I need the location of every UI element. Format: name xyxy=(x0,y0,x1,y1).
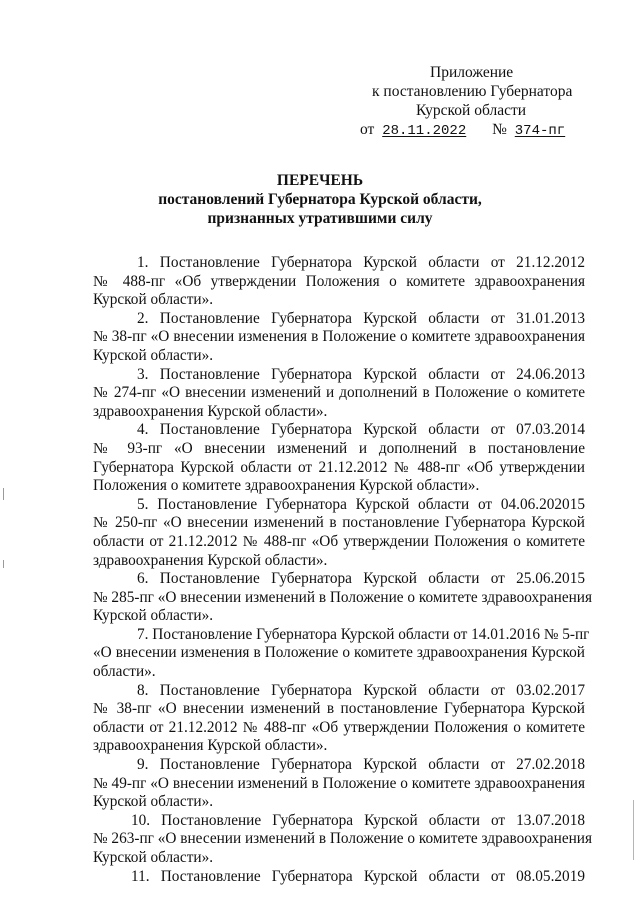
list-item-line: № 38-пг «О внесении изменений в постановление Губернатора Курской xyxy=(93,700,585,718)
appendix-block xyxy=(330,63,590,141)
list-item-line: 9. Постановление Губернатора Курской области от 27.02.2018 xyxy=(137,756,585,774)
list-item-line: № 93-пг «О внесении изменений и дополнений в постановление xyxy=(93,439,585,457)
list-item-line: № 49-пг «О внесении изменений в Положение о комитете здравоохранения xyxy=(93,774,585,792)
decree-date: 28.11.2022 xyxy=(382,123,467,139)
appendix-region: Курской области xyxy=(416,102,527,119)
list-item xyxy=(93,254,585,310)
list-item-line: 6. Постановление Губернатора Курской области от 25.06.2015 xyxy=(137,570,585,588)
list-item-line: Курской области». xyxy=(93,849,214,866)
list-item-line: области от 21.12.2012 № 488-пг «Об утверждении Положения о комитете xyxy=(93,532,585,550)
list-item-line: 11. Постановление Губернатора Курской области от 08.05.2019 xyxy=(131,867,585,885)
appendix-ref: к постановлению Губернатора xyxy=(372,83,573,100)
list-item xyxy=(93,366,585,422)
scan-edge-mark xyxy=(3,560,4,568)
decree-number: 374-пг xyxy=(514,123,566,139)
list-item xyxy=(93,310,585,366)
list-item-line: области от 21.12.2012 № 488-пг «Об утверждении Положения о комитете xyxy=(93,718,585,736)
list-item xyxy=(93,625,590,682)
list-item-line: Губернатора Курской области от 21.12.2012 № 488-пг «Об утверждении xyxy=(93,458,585,476)
list-item-line: «О внесении изменения в Положение о комитете здравоохранения Курской xyxy=(93,644,585,662)
list-item-line: 8. Постановление Губернатора Курской области от 03.02.2017 xyxy=(137,681,585,699)
list-item xyxy=(93,421,585,495)
scan-edge-mark xyxy=(633,800,634,860)
list-item-line: 10. Постановление Губернатора Курской области от 13.07.2018 xyxy=(131,811,585,829)
list-item xyxy=(93,756,585,812)
list-item-line: № 263-пг «О внесении изменений в Положение о комитете здравоохранения xyxy=(93,830,593,848)
heading-line-2: постановлений Губернатора Курской области, xyxy=(158,191,482,208)
decree-list xyxy=(93,254,593,886)
scan-edge-mark xyxy=(3,488,4,500)
list-item-line: здравоохранения Курской области». xyxy=(93,551,328,569)
list-item-line: № 38-пг «О внесении изменения в Положение о комитете здравоохранения xyxy=(93,328,585,346)
list-item-line: № 488-пг «Об утверждении Положения о комитете здравоохранения xyxy=(93,272,585,290)
list-item-line: здравоохранения Курской области». xyxy=(93,402,328,420)
list-item-line: здравоохранения Курской области». xyxy=(93,737,328,755)
list-item xyxy=(93,682,585,756)
list-item-line: Курской области». xyxy=(93,291,214,309)
from-label: от xyxy=(360,121,375,138)
appendix-title: Приложение xyxy=(430,64,514,81)
heading-line-3: признанных утратившими силу xyxy=(207,210,433,227)
list-item xyxy=(93,868,585,887)
list-item-line: 3. Постановление Губернатора Курской области от 24.06.2013 xyxy=(137,365,585,383)
list-item-line: № 274-пг «О внесении изменений и дополнений в Положение о комитете xyxy=(93,384,585,402)
list-item-line: 2. Постановление Губернатора Курской области от 31.01.2013 xyxy=(137,309,585,327)
list-item-line: Положения о комитете здравоохранения Курской области». xyxy=(93,477,480,495)
list-item-line: 4. Постановление Губернатора Курской области от 07.03.2014 xyxy=(137,421,585,439)
number-label: № xyxy=(492,121,507,138)
list-item-line: 1. Постановление Губернатора Курской области от 21.12.2012 xyxy=(137,254,585,271)
list-item xyxy=(93,496,585,570)
list-item-line: № 250-пг «О внесении изменений в постановление Губернатора Курской xyxy=(93,514,585,532)
list-item-line: № 285-пг «О внесении изменений в Положение о комитете здравоохранения xyxy=(93,588,593,606)
list-item-line: Курской области». xyxy=(93,607,214,625)
heading-title: ПЕРЕЧЕНЬ xyxy=(276,172,364,189)
document-heading xyxy=(0,171,640,228)
list-item-line: области». xyxy=(93,663,156,681)
list-item-line: 5. Постановление Губернатора Курской области от 04.06.202015 xyxy=(137,495,585,513)
list-item-line: 7. Постановление Губернатора Курской области от 14.01.2016 № 5-пг xyxy=(137,625,590,643)
list-item-line: Курской области». xyxy=(93,793,214,811)
list-item xyxy=(93,570,593,626)
list-item xyxy=(93,811,593,868)
list-item-line: Курской области». xyxy=(93,346,214,364)
appendix-date-number xyxy=(330,120,590,141)
